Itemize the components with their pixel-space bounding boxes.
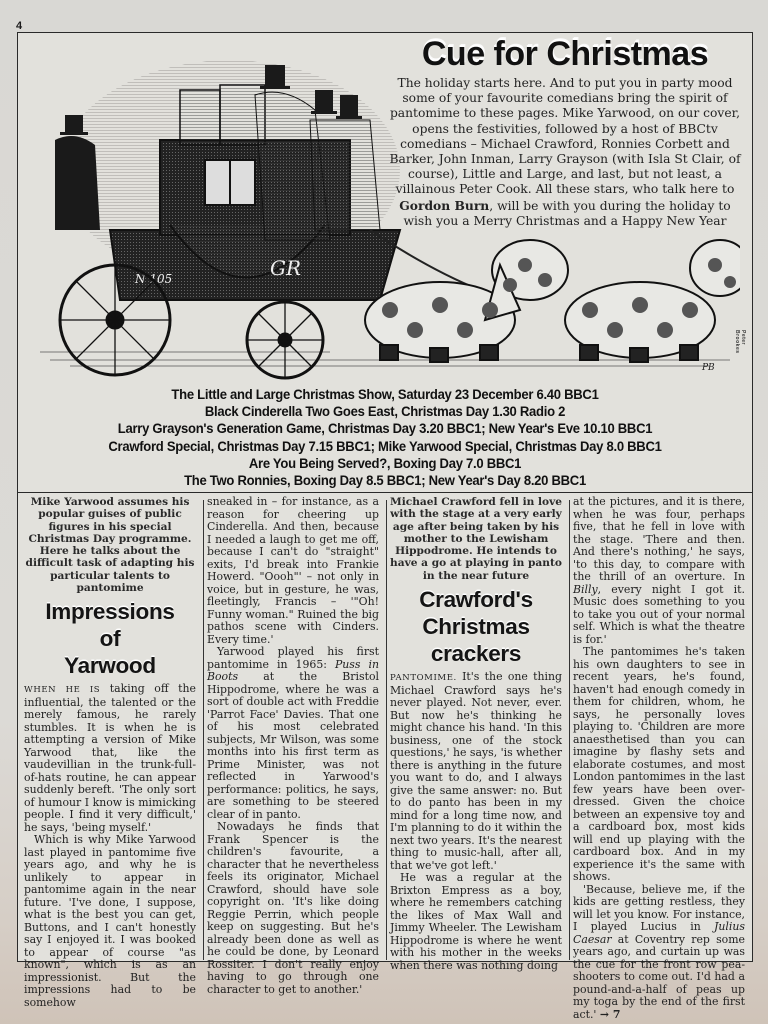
- section-divider: [17, 492, 753, 493]
- svg-text:N 105: N 105: [135, 272, 173, 286]
- column-divider: [203, 500, 204, 960]
- body-paragraph: He was a regular at the Brixton Empress as a boy, where he remembers catching the likes of Max Wall and Jimmy Wheeler. The Lewisham Hippodrome is where he went with his mother in the weeks when there was nothing doing: [390, 871, 562, 972]
- listing-item: Crawford Special, Christmas Day 7.15 BBC1; Mike Yarwood Special, Christmas Day 8.0 BBC1: [108, 438, 662, 455]
- listing-item: Larry Grayson's Generation Game, Christmas Day 3.20 BBC1; New Year's Eve 10.10 BBC1: [117, 421, 653, 438]
- article-crawford-col1: [390, 496, 562, 972]
- headline-yarwood: Impressions of Yarwood: [45, 599, 175, 679]
- feature-header: [385, 30, 745, 229]
- body-paragraph: Yarwood played his first pantomime in 1965: Puss in Boots at the Bristol Hippodrome, where he was a sort of double act with Freddie 'Parrot Face' Davies. That one of his most celebrated subjects, Mr Wilson, was some months into his first term as Prime Minister, was not reflected in Yarwood's performance: politics, he says, are something to be steered clear of in panto.: [207, 645, 379, 821]
- spotted-horses: [365, 240, 740, 362]
- body-paragraph: PANTOMIME. It's the one thing Michael Crawford says he's never played. Not never, ever. But now he's thinking he might chance his hand. 'In this business, one of the stock questions,' he says, 'is whether there is anything in the future you want to do, and I always give the same answer: no. But to do panto has been in my mind for a long time now, and I'm planning to do it within the next two years. It's the nearest thing to music-hall, after all, that we've got left.': [390, 670, 562, 872]
- standfirst-yarwood: Mike Yarwood assumes his popular guises of public figures in his special Christmas Day programme. Here he talks about the difficult task of adapting his particular talents to pantomime: [25, 496, 195, 595]
- headline-crawford: Crawford's Christmas crackers: [419, 587, 533, 667]
- author-name: Gordon Burn: [399, 197, 490, 213]
- body-paragraph: at the pictures, and it is there, when he was four, perhaps five, that he fell in love with the stage. 'There and then. And there's nothing,' he says, 'to this day, to compare with the thrill of an overture. In Billy, every night I got it. Music does something to you to take you out of your normal self. Which is what the theatre is for.': [573, 495, 745, 646]
- column-divider: [386, 500, 387, 960]
- listing-item: Black Cinderella Two Goes East, Christmas Day 1.30 Radio 2: [204, 404, 566, 421]
- page-number: 4: [16, 20, 23, 32]
- column-divider: [569, 500, 570, 960]
- body-paragraph: WHEN HE IS taking off the influential, the talented or the merely famous, he rarely stumbles. It is when he is attempting a version of Mike Yarwood that, like the vaudevillian in the trunk-full-of-hats routine, he can appear suddenly bereft. 'The only sort of humour I know is mimicking people. I find it very difficult,' he says, 'being myself.': [24, 682, 196, 834]
- feature-title: Cue for Christmas: [421, 35, 709, 73]
- illustration-credit: Peter Brookes: [734, 330, 746, 354]
- standfirst-crawford: Michael Crawford fell in love with the stage at a very early age after being taken by his mother to the Lewisham Hippodrome. He intends to have a go at playing in panto in the near future: [390, 496, 562, 582]
- listing-item: The Little and Large Christmas Show, Saturday 23 December 6.40 BBC1: [171, 387, 599, 403]
- body-paragraph: The pantomimes he's taken his own daughters to see in recent years, he's found, haven't had enough comedy in them for children, whom, he says, he personally loves playing to. 'Children are more anaesthetised than you can imagine by flashy sets and elaborate costumes, and most London pantomimes in the last few years have been over-dressed. Given the choice between an expensive toy and a cardboard box, most kids will end up playing with the cardboard box. And in my experience it's the same with shows.: [573, 645, 745, 883]
- continued-arrow-icon: → 7: [599, 1007, 621, 1021]
- body-paragraph: 'Because, believe me, if the kids are getting restless, they will let you know. For instance, I played Lucius in Julius Caesar at Coventry rep some years ago, and curtain up was the cue for the front row pea-shooters to come out. I'd had a pound-and-a-half of peas up my toga by the end of the first act.' → 7: [573, 882, 745, 1021]
- article-yarwood-col2: [207, 496, 379, 996]
- article-crawford-col2: [573, 496, 745, 1021]
- body-paragraph: Which is why Mike Yarwood last played in pantomime five years ago, and why he is unlikely to appear in pantomime again in the near future. 'I've done, I suppose, what is the best you can get, Buttons, and I can't honestly say I enjoyed it. I was booked to appear of course "as known", which is as an impressionist. But the impressions had to be somehow: [24, 833, 196, 1009]
- feature-intro: The holiday starts here. And to put you in party mood some of your favourite comedians bring the spirit of pantomime to these pages. Mike Yarwood, on our cover, opens the festivities, followed by a host of BBCtv comedians – Michael Crawford, Ronnies Corbett and Barker, John Inman, Larry Grayson (with Isla St Clair, of course), Little and Large, and last, but not least, a villainous Peter Cook. All these stars, who talk here to Gordon Burn, will be with you during the holiday to wish you a Merry Christmas and a Happy New Year: [389, 76, 741, 228]
- svg-text:PB: PB: [702, 363, 715, 373]
- body-paragraph: Nowadays he finds that Frank Spencer is the children's favourite, a character that he nevertheless feels its originator, Michael Crawford, should have sole copyright on. 'It's like doing Reggie Perrin, which people keep on suggesting. But he's already been done as well as he could be done, by Leonard Rossiter. I don't really enjoy having to go through one character to get to another.': [207, 820, 379, 996]
- programme-listings: [49, 387, 721, 490]
- body-paragraph: sneaked in – for instance, as a reason for cheering up Cinderella. And then, because I needed a laugh to get me off, because I can't do "straight" exits, I'd break into Frankie Howerd. "Oooh"' – not only in voice, but in gesture, he was, fleetingly, Francis – '"Oh! Funny woman." Ruined the big pathos scene with Cinders. Every time.': [207, 495, 379, 646]
- coach-monogram: GR: [270, 256, 302, 280]
- listing-item: Are You Being Served?, Boxing Day 7.0 BBC1: [248, 455, 522, 472]
- article-yarwood-col1: [24, 496, 196, 1009]
- listing-item: The Two Ronnies, Boxing Day 8.5 BBC1; New Year's Day 8.20 BBC1: [184, 473, 586, 490]
